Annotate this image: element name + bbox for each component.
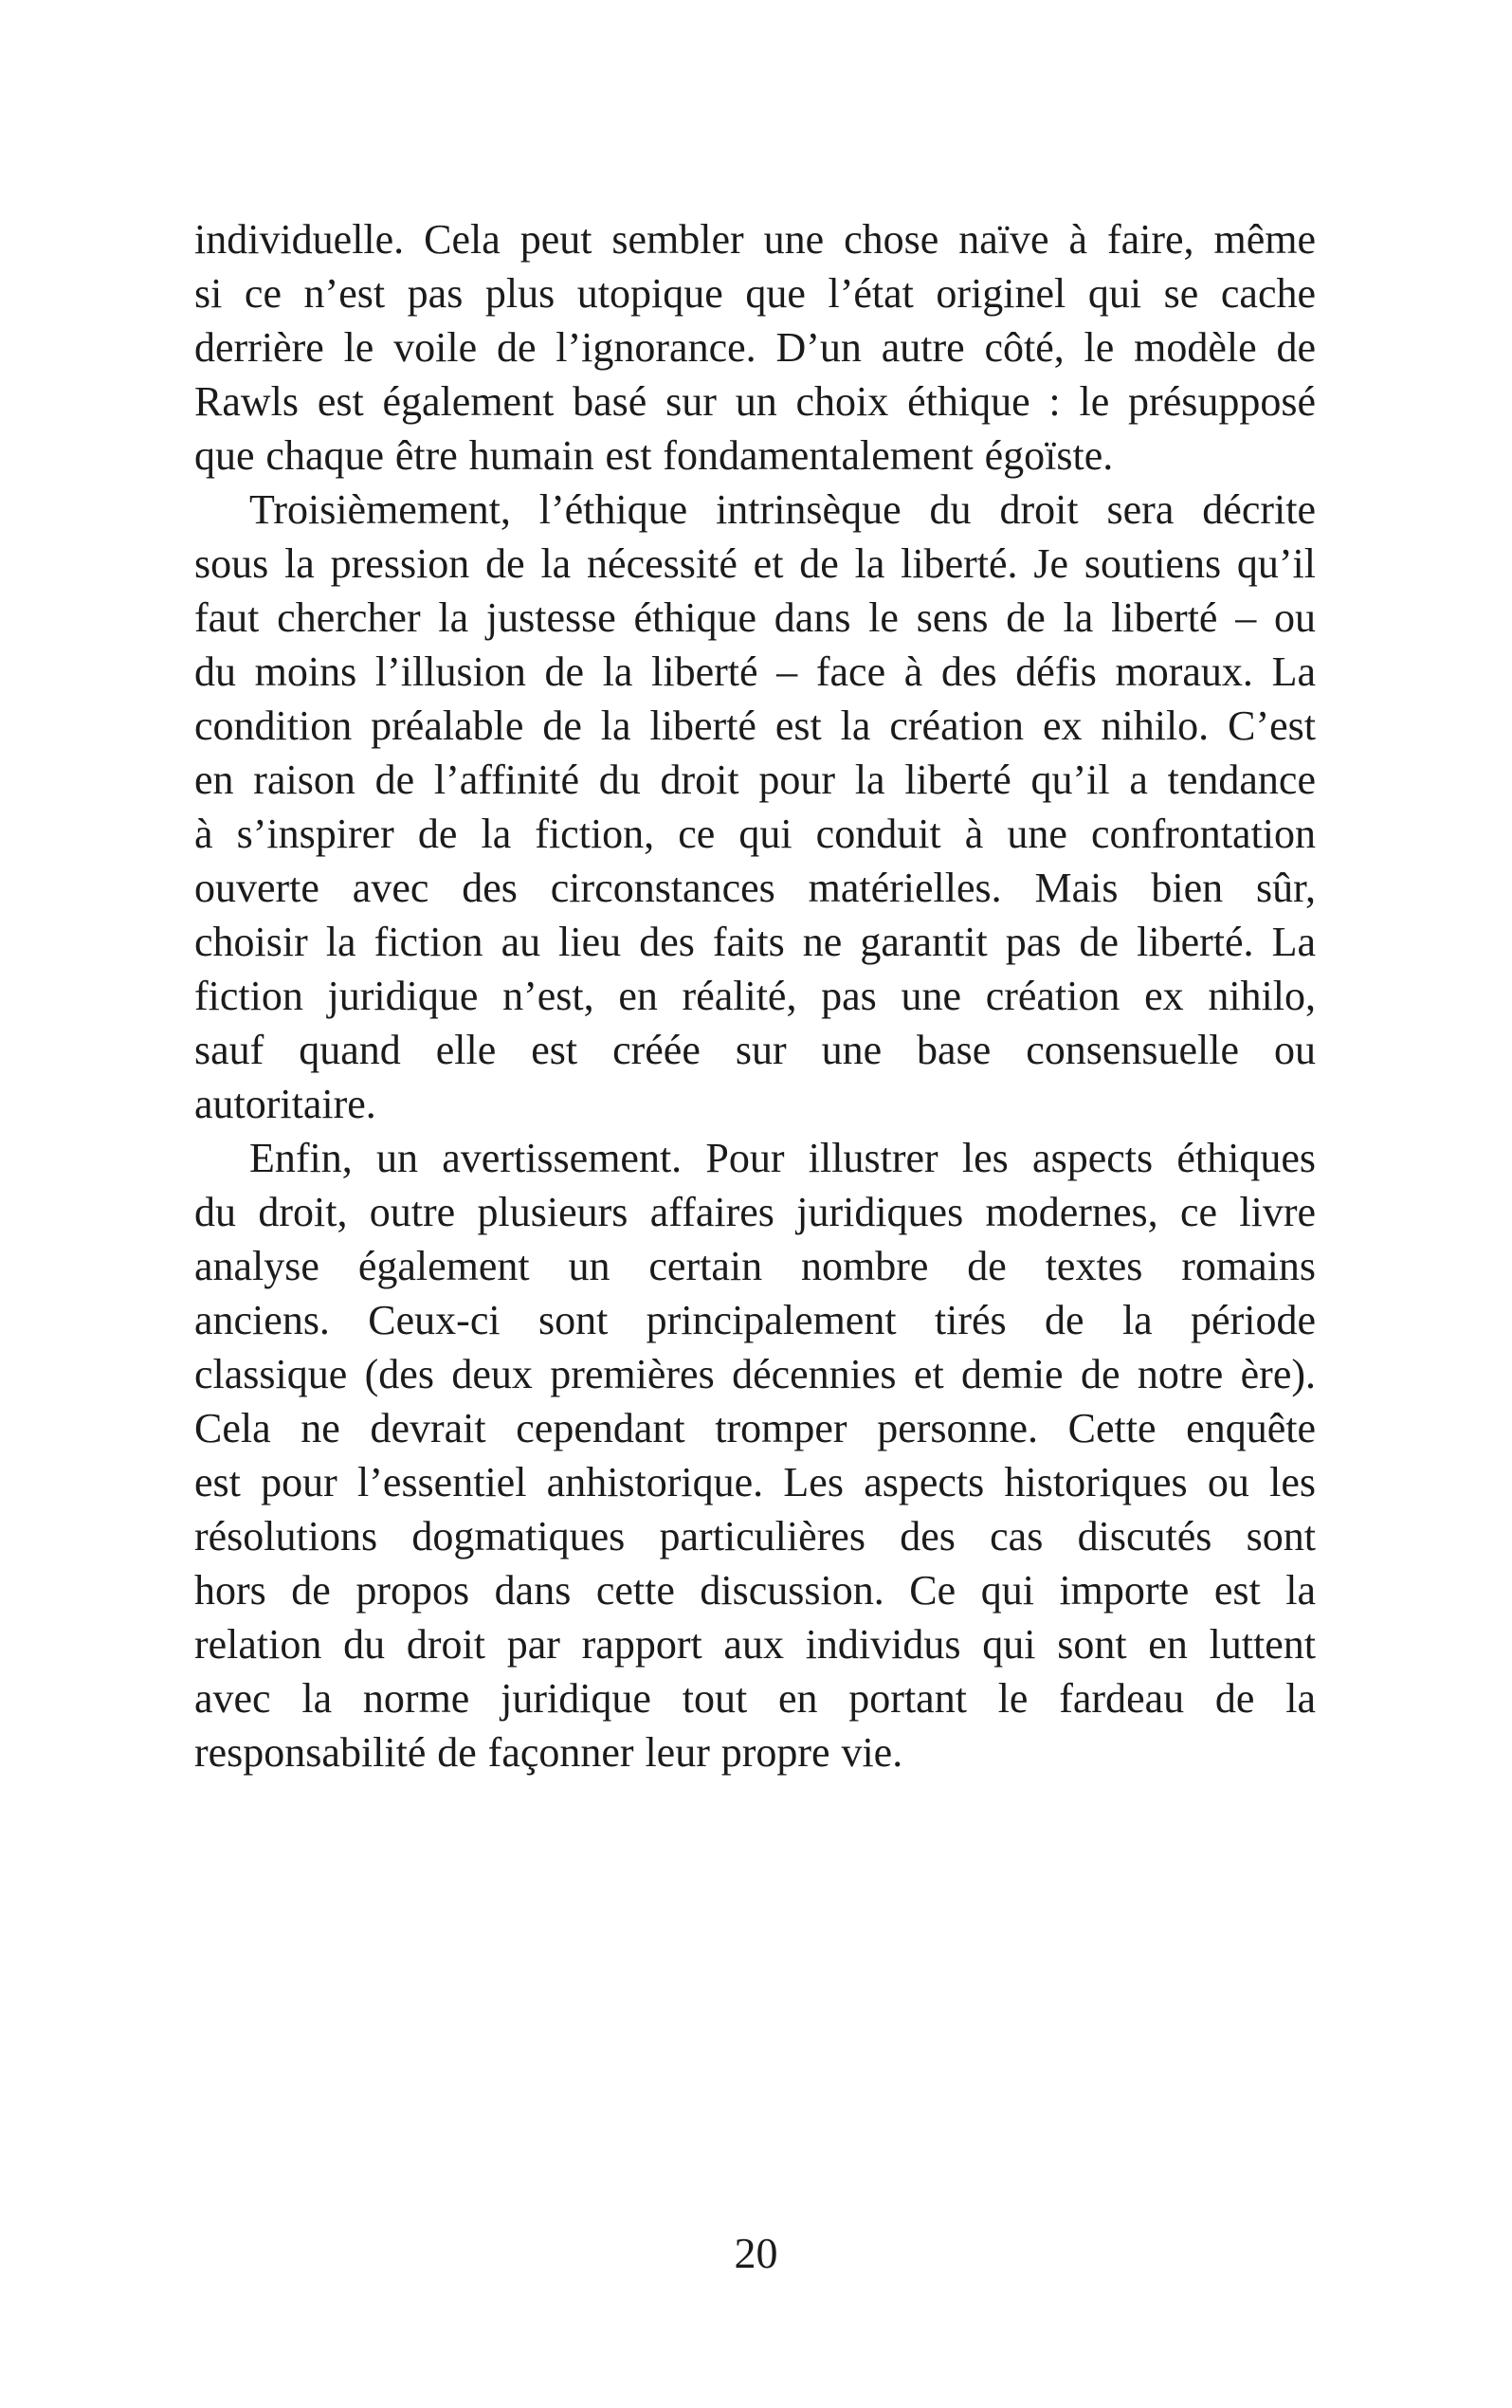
text-line: du moins l’illusion de la liberté – face à des défis moraux. La xyxy=(194,648,1316,695)
text-line: ouverte avec des circonstances matérielles. Mais bien sûr, xyxy=(194,865,1316,911)
text-line: choisir la fiction au lieu des faits ne garantit pas de liberté. La xyxy=(194,919,1316,965)
text-line: relation du droit par rapport aux individus qui sont en luttent xyxy=(194,1621,1316,1668)
text-line: anciens. Ceux-ci sont principalement tirés de la période xyxy=(194,1297,1316,1343)
text-line: fiction juridique n’est, en réalité, pas une création ex nihilo, xyxy=(194,973,1316,1019)
text-line: autoritaire. xyxy=(194,1081,376,1127)
text-line: sous la pression de la nécessité et de la liberté. Je soutiens qu’il xyxy=(194,540,1316,587)
text-line: faut chercher la justesse éthique dans le sens de la liberté – ou xyxy=(194,594,1316,641)
text-line: que chaque être humain est fondamentalement égoïste. xyxy=(194,432,1114,479)
text-line: responsabilité de façonner leur propre vie. xyxy=(194,1729,903,1776)
paragraph xyxy=(194,212,1316,483)
text-line: est pour l’essentiel anhistorique. Les aspects historiques ou les xyxy=(194,1459,1316,1505)
text-line: sauf quand elle est créée sur une base consensuelle ou xyxy=(194,1027,1316,1073)
paragraph xyxy=(194,1131,1316,1779)
text-line: analyse également un certain nombre de textes romains xyxy=(194,1243,1316,1289)
text-line: Enfin, un avertissement. Pour illustrer les aspects éthiques xyxy=(249,1135,1316,1181)
text-line: Troisièmement, l’éthique intrinsèque du droit sera décrite xyxy=(249,486,1316,533)
text-line: Rawls est également basé sur un choix éthique : le présupposé xyxy=(194,378,1316,425)
body-text xyxy=(194,212,1316,1779)
text-line: hors de propos dans cette discussion. Ce qui importe est la xyxy=(194,1567,1316,1614)
text-line: en raison de l’affinité du droit pour la liberté qu’il a tendance xyxy=(194,757,1316,803)
paragraph xyxy=(194,483,1316,1131)
text-line: du droit, outre plusieurs affaires juridiques modernes, ce livre xyxy=(194,1189,1316,1235)
text-line: individuelle. Cela peut sembler une chose naïve à faire, même xyxy=(194,216,1316,263)
text-line: avec la norme juridique tout en portant le fardeau de la xyxy=(194,1675,1316,1722)
text-line: derrière le voile de l’ignorance. D’un autre côté, le modèle de xyxy=(194,324,1316,371)
text-line: résolutions dogmatiques particulières des cas discutés sont xyxy=(194,1513,1316,1560)
page-number: 20 xyxy=(734,2229,778,2277)
text-line: Cela ne devrait cependant tromper personne. Cette enquête xyxy=(194,1405,1316,1451)
text-line: si ce n’est pas plus utopique que l’état originel qui se cache xyxy=(194,270,1316,317)
text-line: condition préalable de la liberté est la création ex nihilo. C’est xyxy=(194,702,1316,749)
text-line: à s’inspirer de la fiction, ce qui conduit à une confrontation xyxy=(194,811,1316,857)
text-line: classique (des deux premières décennies et demie de notre ère). xyxy=(194,1351,1316,1397)
